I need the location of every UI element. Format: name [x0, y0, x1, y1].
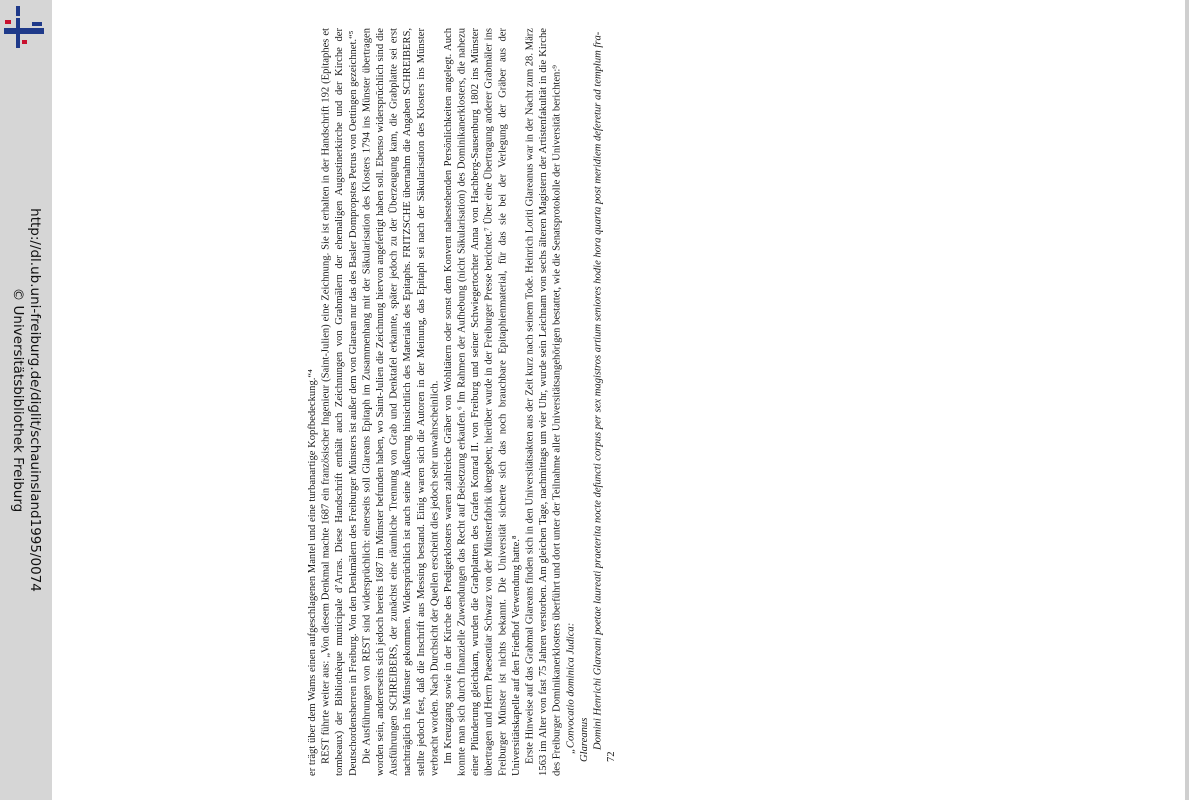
- paragraph-2: REST führte weiter aus: „Von diesem Denkmal machte 1687 ein französischer Ingenieur (Saint-Julien) eine Zeichnung. Sie ist erhalten in der Handschrift 192 (Epitaphes et tombeaux) der Bibliothèque municipale d’Arras. Diese Handschrift enthält auch Zeichnungen von Grabmälern der ehemaligen Augustinerkirche und der Kirche der Deutschordensherren in Freiburg. Von den Denkmälern des Freiburger Münsters ist außer dem von Glarean nur das des Basler Dompropstes Petrus von Oettingen gezeichnet.“⁵: [320, 28, 359, 776]
- ub-freiburg-logo-icon[interactable]: [2, 4, 46, 52]
- viewer-footer-text: [9, 208, 43, 592]
- copyright-notice: © Universitätsbibliothek Freiburg: [10, 287, 26, 513]
- viewer-scroll-edge: [1185, 0, 1189, 800]
- paragraph-5: Erste Hinweise auf das Grabmal Glareans finden sich in den Universitätsakten aus der Zeit kurz nach seinem Tode. Heinrich Loriti Glareanus war in der Nacht zum 28. März 1563 im Alter von fast 75 Jahren verstorben. Am gleichen Tage, nachmittags um vier Uhr, wurde sein Leichnam von sechs älteren Magistern der Artistenfakultät in die Kirche des Freiburger Dominikanerklosters überführt und dort unter der Teilnahme aller Universitätsangehörigen bestattet, wie die Senatsprotokolle der Universität berichten:⁹: [524, 28, 563, 776]
- latin-quote: Domini Henrichi Glareani poetae laureati praeterita nocte defuncti corpus per sex magistros artium seniores hodie hora quarta post meridiem deferetur ad templum fra-: [592, 31, 604, 750]
- scanned-page: [247, 22, 997, 782]
- page-text-block: [306, 28, 938, 776]
- paragraph-4: Im Kreuzgang sowie in der Kirche des Predigerklosters waren zahlreiche Gräber von Wohltätern oder sonst dem Konvent nahestehenden Persönlichkeiten angelegt. Auch konnte man sich durch finanzielle Zuwendungen das Recht auf Beisetzung erkaufen.⁶ Im Rahmen der Aufhebung (nicht Säkularisation) des Dominikanerklosters, die nahezu einer Plünderung gleichkam, wurden die Grabplatten des Grafen Konrad II. von Freiburg und seiner Schwiegertochter Anna von Hachberg-Sausenburg 1802 ins Münster übertragen und Herrn Praesentiar Schwarz von der Münsterfabrik übergeben; hierüber wurde in der Freiburger Presse berichtet.⁷ Über eine Übertragung anderer Grabmäler ins Freiburger Münster ist nichts bekannt. Die Universität sicherte sich das noch brauchbare Epitaphienmaterial, für das sie bei der Verlegung der Gräber aus der Universitätskapelle auf den Friedhof Verwendung hatte.⁸: [442, 28, 522, 776]
- source-url-link[interactable]: http://dl.ub.uni-freiburg.de/diglit/schauinsland1995/0074: [27, 208, 43, 592]
- paragraph-1: er trägt über dem Wams einen aufgeschlagenen Mantel und eine turbanartige Kopfbedeckung.“⁴: [307, 369, 318, 776]
- paragraph-3: Die Ausführungen von REST sind widersprüchlich: einerseits soll Glareans Epitaph im Zusammenhang mit der Säkularisation des Klosters 1794 ins Münster übertragen worden sein, andererseits sich jedoch bereits 1687 im Münster befunden haben, wo Saint-Julien die Zeichnung hiervon angefertigt haben soll. Ebenso widersprüchlich sind die Ausführungen SCHREIBERS, der zunächst eine räumliche Trennung von Grab und Denktafel erkannte, später jedoch zu der Überzeugung kam, die Grabplatte sei erst nachträglich ins Münster gekommen. Widersprüchlich ist auch seine Äußerung hinsichtlich des Materials des Epitaphs. FRITZSCHE übernahm die Angaben SCHREIBERS, stellte jedoch fest, daß die Inschrift aus Messing bestand. Einig waren sich die Autoren in der Meinung, das Epitaph sei nach der Säkularisation des Klosters ins Münster verbracht worden. Nach Durchsicht der Quellen erscheint dies jedoch sehr unwahrscheinlich.: [361, 28, 441, 776]
- quote-heading: „Convocatio dominica Judica:: [565, 622, 577, 754]
- quote-name: Glareanus: [578, 717, 590, 762]
- page-number: 72: [606, 751, 618, 762]
- viewer-sidebar: [0, 0, 52, 800]
